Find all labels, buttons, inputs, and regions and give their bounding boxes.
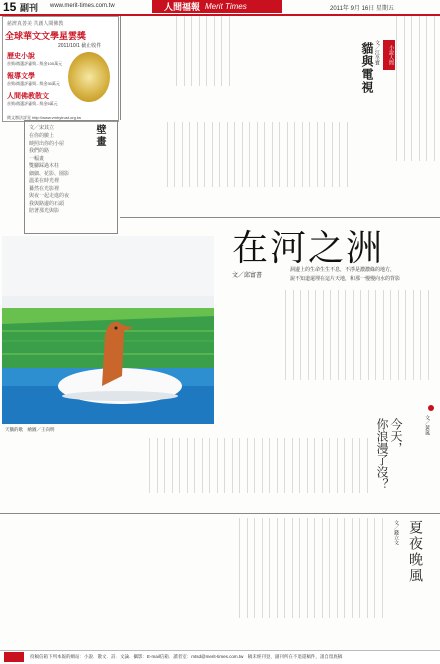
article-body-text: ＿＿＿＿＿＿＿＿＿＿＿＿＿＿ ＿＿＿＿＿＿＿＿＿＿＿＿＿＿ ＿＿＿＿＿＿＿＿＿＿＿＿＿＿ ＿＿＿＿＿＿＿＿＿＿＿＿＿＿ ＿＿＿＿＿＿＿＿＿＿＿＿＿＿ ＿＿＿＿＿＿＿＿＿＿＿＿＿＿ ＿＿＿＿＿＿＿＿＿＿＿＿＿＿ ＿＿＿＿＿＿＿＿＿＿＿＿＿＿ — [175, 16, 234, 86]
poem-byline: 文／宋其立 — [29, 125, 55, 131]
subtitle-line: 說不知道還埋在這片天地，和那一慢慢向水的背影 — [290, 276, 401, 282]
column-divider — [120, 16, 121, 120]
ad-category: 人間佛教散文 — [7, 91, 49, 100]
poem-line: 雙腳踩過木柱 — [29, 163, 60, 169]
poem-line: 與夜一起走進的夜 — [29, 193, 70, 199]
ad-category-desc: 首獎/徵選評審獎...獎金5萬元 — [7, 101, 58, 106]
artwork-caption: 天鵝的歌 繪圖／王向明 — [5, 427, 55, 432]
ad-tagline: 慈濟真善美 共創人間佛教 — [7, 21, 64, 27]
subtitle-line: 洞邊上的生命生生不息，不淨是濃濃綠的地方， — [290, 267, 396, 273]
section-name: 副刊 — [20, 4, 39, 14]
cat-byline: 文／江冬寶 — [374, 40, 380, 65]
poem-line: 溫柔在時光裡 — [29, 178, 60, 184]
poem-line: 在你的臉上 — [29, 133, 55, 139]
feature-subtitle — [290, 266, 400, 284]
ad-category: 報導文學 — [7, 71, 35, 80]
feature-artwork — [2, 236, 214, 424]
today-title-line: 今天， — [389, 418, 403, 454]
poem-line: 映照出你的小屋 — [29, 140, 65, 147]
page-footer — [0, 650, 440, 664]
poem-body — [29, 133, 81, 228]
today-byline: 文／黃嵐 — [424, 415, 430, 435]
poem-line: 我與路邊的石頭 — [29, 200, 65, 207]
literary-award-ad[interactable] — [2, 16, 119, 122]
ad-deadline: 2011/10/1 截止收件 — [58, 43, 102, 49]
section-divider — [0, 513, 440, 514]
logo-chinese: 人間福報 — [164, 3, 201, 13]
poem-line: 我們的路 — [29, 148, 50, 154]
footer-logo — [4, 652, 24, 662]
summer-byline: 文／錢立文 — [393, 520, 399, 545]
newspaper-logo — [152, 0, 282, 13]
medal-icon — [68, 52, 110, 102]
column-marker-icon — [428, 405, 434, 411]
footer-notice: 投稿信箱下列本報的網站：小說．散文．詩．文論．攝影：E-mail信箱．讀者室：mtsd@merit-times.com.tw 稿未經刊登，副刊所在不退還稿件，請自留底稿 — [30, 654, 343, 659]
article-body-text: ＿＿＿＿＿＿＿＿＿＿＿＿＿ ＿＿＿＿＿＿＿＿＿＿＿＿＿ ＿＿＿＿＿＿＿＿＿＿＿＿＿ ＿＿＿＿＿＿＿＿＿＿＿＿＿ ＿＿＿＿＿＿＿＿＿＿＿＿＿ ＿＿＿＿＿＿＿＿＿＿＿＿＿ ＿＿＿＿＿＿＿＿＿＿＿＿＿ ＿＿＿＿＿＿＿＿＿＿＿＿＿ ＿＿＿＿＿＿＿＿＿＿＿＿＿ ＿＿＿＿＿＿＿＿＿＿＿＿＿ ＿＿＿＿＿＿＿＿＿＿＿＿＿ ＿＿＿＿＿＿＿＿＿＿＿＿＿ ＿＿＿＿＿＿＿＿＿＿＿＿＿ ＿＿＿＿＿＿＿＿＿＿＿＿＿ ＿＿＿＿＿＿＿＿＿＿＿＿＿ ＿＿＿＿＿＿＿＿＿＿＿＿＿ ＿＿＿＿＿＿＿＿＿＿＿＿＿ ＿＿＿＿＿＿＿＿＿＿＿＿＿ ＿＿＿＿＿＿＿＿＿＿＿＿＿ ＿＿＿＿＿＿＿＿＿＿＿＿＿ ＿＿＿＿＿＿＿＿＿＿＿＿＿ ＿＿＿＿＿＿＿＿＿＿＿＿＿ ＿＿＿＿＿＿＿＿＿＿＿＿＿ ＿＿＿＿＿＿＿＿＿＿＿＿＿ ＿＿＿＿＿＿＿＿＿＿＿＿＿ — [166, 122, 352, 187]
today-title-line: 你浪漫了沒？ — [375, 418, 389, 490]
feature-byline: 文／邱富書 — [232, 272, 263, 279]
article-body-text: ＿＿＿＿＿＿＿＿＿＿＿＿＿＿＿＿＿＿＿＿ ＿＿＿＿＿＿＿＿＿＿＿＿＿＿＿＿＿＿＿＿ ＿＿＿＿＿＿＿＿＿＿＿＿＿＿＿＿＿＿＿＿ ＿＿＿＿＿＿＿＿＿＿＿＿＿＿＿＿＿＿＿＿ ＿＿＿＿＿＿＿＿＿＿＿＿＿＿＿＿＿＿＿＿ ＿＿＿＿＿＿＿＿＿＿＿＿＿＿＿＿＿＿＿＿ ＿＿＿＿＿＿＿＿＿＿＿＿＿＿＿＿＿＿＿＿ ＿＿＿＿＿＿＿＿＿＿＿＿＿＿＿＿＿＿＿＿ ＿＿＿＿＿＿＿＿＿＿＿＿＿＿＿＿＿＿＿＿ ＿＿＿＿＿＿＿＿＿＿＿＿＿＿＿＿＿＿＿＿ ＿＿＿＿＿＿＿＿＿＿＿＿＿＿＿＿＿＿＿＿ ＿＿＿＿＿＿＿＿＿＿＿＿＿＿＿＿＿＿＿＿ ＿＿＿＿＿＿＿＿＿＿＿＿＿＿＿＿＿＿＿＿ ＿＿＿＿＿＿＿＿＿＿＿＿＿＿＿＿＿＿＿＿ ＿＿＿＿＿＿＿＿＿＿＿＿＿＿＿＿＿＿＿＿ ＿＿＿＿＿＿＿＿＿＿＿＿＿＿＿＿＿＿＿＿ ＿＿＿＿＿＿＿＿＿＿＿＿＿＿＿＿＿＿＿＿ ＿＿＿＿＿＿＿＿＿＿＿＿＿＿＿＿＿＿＿＿ ＿＿＿＿＿＿＿＿＿＿＿＿＿＿＿＿＿＿＿＿ ＿＿＿＿＿＿＿＿＿＿＿＿＿＿＿＿＿＿＿＿ — [238, 518, 387, 618]
cat-title: 貓與電視 — [360, 42, 374, 94]
article-body-text: ＿＿＿＿＿＿＿＿＿＿＿＿＿＿＿＿＿＿ ＿＿＿＿＿＿＿＿＿＿＿＿＿＿＿＿＿＿ ＿＿＿＿＿＿＿＿＿＿＿＿＿＿＿＿＿＿ ＿＿＿＿＿＿＿＿＿＿＿＿＿＿＿＿＿＿ ＿＿＿＿＿＿＿＿＿＿＿＿＿＿＿＿＿＿ ＿＿＿＿＿＿＿＿＿＿＿＿＿＿＿＿＿＿ ＿＿＿＿＿＿＿＿＿＿＿＿＿＿＿＿＿＿ ＿＿＿＿＿＿＿＿＿＿＿＿＿＿＿＿＿＿ ＿＿＿＿＿＿＿＿＿＿＿＿＿＿＿＿＿＿ ＿＿＿＿＿＿＿＿＿＿＿＿＿＿＿＿＿＿ ＿＿＿＿＿＿＿＿＿＿＿＿＿＿＿＿＿＿ ＿＿＿＿＿＿＿＿＿＿＿＿＿＿＿＿＿＿ ＿＿＿＿＿＿＿＿＿＿＿＿＿＿＿＿＿＿ ＿＿＿＿＿＿＿＿＿＿＿＿＿＿＿＿＿＿ ＿＿＿＿＿＿＿＿＿＿＿＿＿＿＿＿＿＿ ＿＿＿＿＿＿＿＿＿＿＿＿＿＿＿＿＿＿ ＿＿＿＿＿＿＿＿＿＿＿＿＿＿＿＿＿＿ ＿＿＿＿＿＿＿＿＿＿＿＿＿＿＿＿＿＿ ＿＿＿＿＿＿＿＿＿＿＿＿＿＿＿＿＿＿ ＿＿＿＿＿＿＿＿＿＿＿＿＿＿＿＿＿＿ — [284, 290, 433, 380]
ad-category: 歷史小說 — [7, 51, 35, 60]
column-label: 小說人間 — [383, 40, 395, 70]
poem-line: 陪著那光與影 — [29, 208, 60, 214]
ad-category-desc: 首獎/徵選評審獎...獎金100萬元 — [7, 61, 63, 66]
ad-title: 全球華文文學星雲獎 — [5, 31, 87, 41]
logo-english: Merit Times — [205, 2, 247, 11]
issue-date: 2011年 9月 16日 星期五 — [330, 6, 394, 12]
article-body-text: ＿＿＿＿＿＿＿＿＿＿＿ ＿＿＿＿＿＿＿＿＿＿＿ ＿＿＿＿＿＿＿＿＿＿＿ ＿＿＿＿＿＿＿＿＿＿＿ ＿＿＿＿＿＿＿＿＿＿＿ ＿＿＿＿＿＿＿＿＿＿＿ ＿＿＿＿＿＿＿＿＿＿＿ ＿＿＿＿＿＿＿＿＿＿＿ ＿＿＿＿＿＿＿＿＿＿＿ ＿＿＿＿＿＿＿＿＿＿＿ ＿＿＿＿＿＿＿＿＿＿＿ ＿＿＿＿＿＿＿＿＿＿＿ ＿＿＿＿＿＿＿＿＿＿＿ ＿＿＿＿＿＿＿＿＿＿＿ ＿＿＿＿＿＿＿＿＿＿＿ ＿＿＿＿＿＿＿＿＿＿＿ ＿＿＿＿＿＿＿＿＿＿＿ ＿＿＿＿＿＿＿＿＿＿＿ ＿＿＿＿＿＿＿＿＿＿＿ ＿＿＿＿＿＿＿＿＿＿＿ ＿＿＿＿＿＿＿＿＿＿＿ ＿＿＿＿＿＿＿＿＿＿＿ ＿＿＿＿＿＿＿＿＿＿＿ ＿＿＿＿＿＿＿＿＿＿＿ ＿＿＿＿＿＿＿＿＿＿＿ ＿＿＿＿＿＿＿＿＿＿＿ ＿＿＿＿＿＿＿＿＿＿＿ ＿＿＿＿＿＿＿＿＿＿＿ ＿＿＿＿＿＿＿＿＿＿＿ ＿＿＿＿＿＿＿＿＿＿＿ — [148, 438, 372, 493]
poem-line: 驀然在光影裡 — [29, 185, 60, 192]
article-body-text: ＿＿＿＿＿＿＿＿＿＿＿＿＿＿＿＿＿＿＿＿＿＿＿＿＿＿＿＿＿ ＿＿＿＿＿＿＿＿＿＿＿＿＿＿＿＿＿＿＿＿＿＿＿＿＿＿＿＿＿ ＿＿＿＿＿＿＿＿＿＿＿＿＿＿＿＿＿＿＿＿＿＿＿＿＿＿＿＿＿ ＿＿＿＿＿＿＿＿＿＿＿＿＿＿＿＿＿＿＿＿＿＿＿＿＿＿＿＿＿ ＿＿＿＿＿＿＿＿＿＿＿＿＿＿＿＿＿＿＿＿＿＿＿＿＿＿＿＿＿ ＿＿＿＿＿＿＿＿＿＿＿＿＿＿＿＿＿＿＿＿＿＿＿＿＿＿＿＿＿ — [395, 16, 439, 161]
ad-footer: 徵文辦法詳見 http://www.vmhytrust.org.tw — [7, 115, 82, 120]
poem-title: 壁畫 — [94, 124, 105, 148]
poem-line: 一幅畫 — [29, 155, 45, 162]
feature-title: 在河之洲 — [232, 228, 385, 269]
section-divider — [120, 217, 440, 218]
site-url[interactable]: www.merit-times.com.tw — [50, 3, 115, 9]
summer-title: 夏夜晚風 — [407, 520, 423, 584]
page-number: 15 — [3, 0, 17, 14]
poem-line: 細細、花影、園影 — [29, 170, 70, 177]
today-title — [375, 418, 403, 490]
ad-category-desc: 首獎/徵選評審獎...獎金30萬元 — [7, 81, 60, 86]
